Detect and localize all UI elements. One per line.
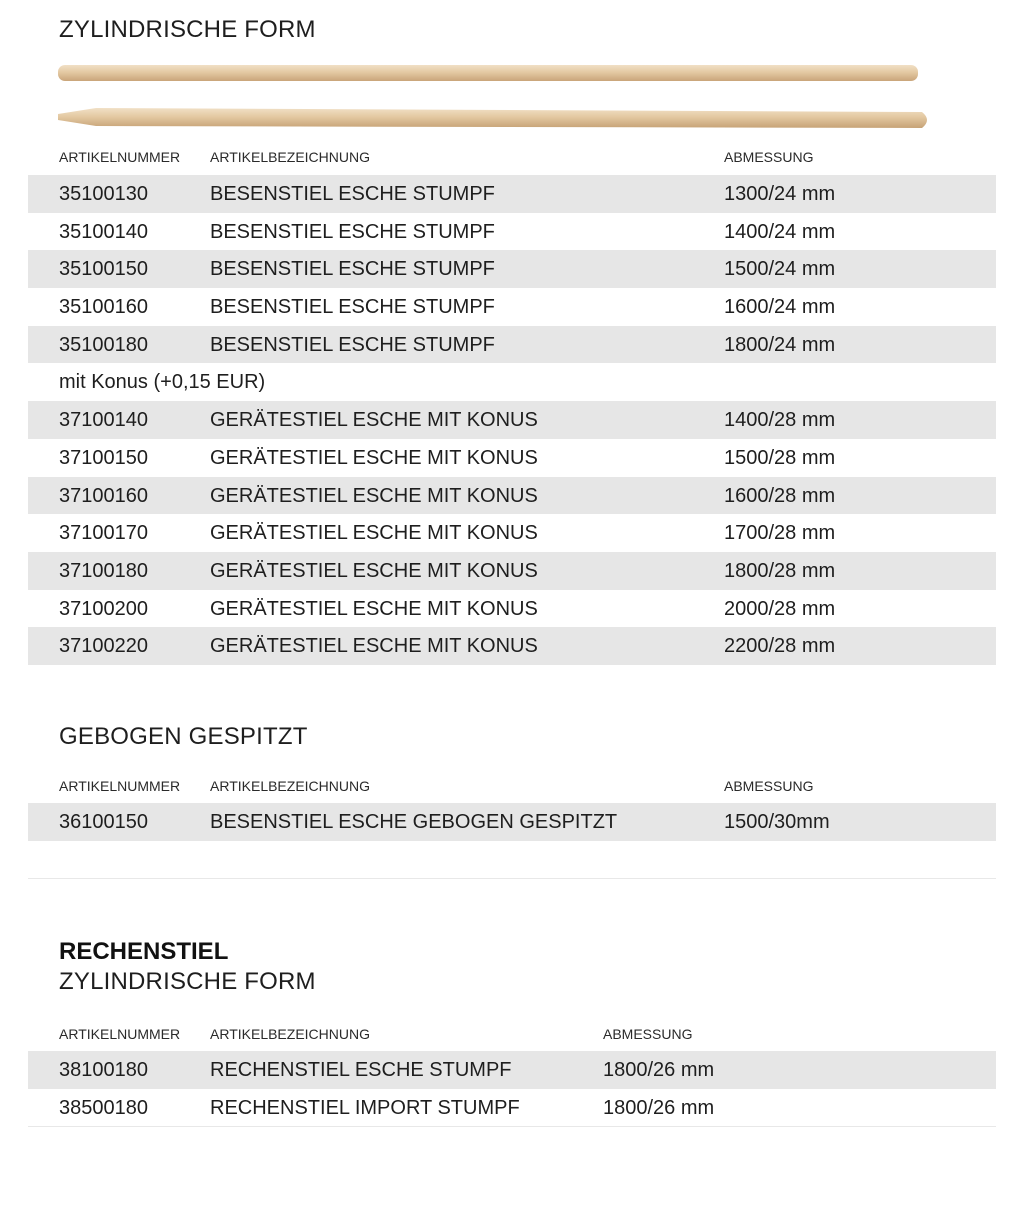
article-number: 37100200 [59,597,148,620]
table-row [28,627,996,665]
article-number: 36100150 [59,811,148,833]
article-dimension: 1800/26 mm [603,1059,715,1081]
article-dimension: 1600/28 mm [724,484,836,507]
article-dimension: 1400/28 mm [724,409,836,432]
article-name: BESENSTIEL ESCHE STUMPF [210,333,495,356]
article-number: 35100150 [59,258,148,281]
table-row [28,477,996,515]
section-divider [28,1126,996,1127]
article-name: GERÄTESTIEL ESCHE MIT KONUS [210,522,538,545]
article-name: RECHENSTIEL IMPORT STUMPF [210,1096,520,1119]
article-dimension: 1500/24 mm [724,258,836,281]
header-artikelbezeichnung: ARTIKELBEZEICHNUNG [210,1026,370,1042]
article-number: 35100130 [59,183,148,205]
product-table-zylindrisch [28,175,996,665]
table-header [0,1026,1024,1046]
article-dimension: 1800/28 mm [724,559,836,582]
article-name: GERÄTESTIEL ESCHE MIT KONUS [210,635,538,658]
header-artikelnummer: ARTIKELNUMMER [59,149,181,165]
section-title-zylindrische-form: ZYLINDRISCHE FORM [59,968,316,995]
broom-stick-blunt-image [56,60,922,88]
header-artikelbezeichnung: ARTIKELBEZEICHNUNG [210,778,370,794]
article-dimension: 1800/26 mm [603,1096,715,1119]
header-abmessung: ABMESSUNG [603,1026,693,1042]
article-dimension: 1400/24 mm [724,220,836,243]
table-row [28,590,996,628]
konus-note: mit Konus (+0,15 EUR) [59,371,266,394]
article-dimension: 1800/24 mm [724,333,836,356]
table-row [28,326,996,364]
article-number: 37100160 [59,484,148,507]
table-row [28,439,996,477]
table-row [28,1089,996,1127]
article-number: 37100220 [59,635,148,658]
header-abmessung: ABMESSUNG [724,778,814,794]
table-row [28,401,996,439]
header-abmessung: ABMESSUNG [724,149,814,165]
section-heading-rechenstiel: RECHENSTIEL [59,938,229,965]
article-number: 38500180 [59,1096,148,1119]
product-table-rechenstiel [28,1051,996,1126]
article-name: GERÄTESTIEL ESCHE MIT KONUS [210,484,538,507]
section-title-gebogen-gespitzt: GEBOGEN GESPITZT [59,723,308,750]
article-name: BESENSTIEL ESCHE GEBOGEN GESPITZT [210,811,618,833]
article-dimension: 1500/30mm [724,811,830,833]
article-name: GERÄTESTIEL ESCHE MIT KONUS [210,409,538,432]
article-name: GERÄTESTIEL ESCHE MIT KONUS [210,446,538,469]
table-row [28,552,996,590]
header-artikelnummer: ARTIKELNUMMER [59,1026,181,1042]
section-title-zylindrische-form: ZYLINDRISCHE FORM [59,16,316,43]
article-dimension: 2200/28 mm [724,635,836,658]
article-name: BESENSTIEL ESCHE STUMPF [210,220,495,243]
table-row [28,288,996,326]
article-number: 37100180 [59,559,148,582]
article-dimension: 2000/28 mm [724,597,836,620]
table-header [0,149,1024,169]
article-name: GERÄTESTIEL ESCHE MIT KONUS [210,597,538,620]
article-name: BESENSTIEL ESCHE STUMPF [210,296,495,319]
article-name: RECHENSTIEL ESCHE STUMPF [210,1059,512,1081]
article-number: 38100180 [59,1059,148,1081]
header-artikelnummer: ARTIKELNUMMER [59,778,181,794]
table-row [28,1051,996,1089]
article-number: 35100140 [59,220,148,243]
article-name: BESENSTIEL ESCHE STUMPF [210,258,495,281]
table-header [0,778,1024,798]
article-dimension: 1500/28 mm [724,446,836,469]
section-divider [28,878,996,879]
article-number: 37100170 [59,522,148,545]
product-table-gebogen [28,803,996,841]
article-number: 35100160 [59,296,148,319]
tool-handle-cone-image [56,102,934,132]
article-name: GERÄTESTIEL ESCHE MIT KONUS [210,559,538,582]
table-row [28,175,996,213]
article-number: 35100180 [59,333,148,356]
article-dimension: 1600/24 mm [724,296,836,319]
article-dimension: 1700/28 mm [724,522,836,545]
table-row [28,213,996,251]
table-row [28,250,996,288]
table-row [28,514,996,552]
table-row [28,803,996,841]
konus-note-row [28,363,996,401]
header-artikelbezeichnung: ARTIKELBEZEICHNUNG [210,149,370,165]
article-dimension: 1300/24 mm [724,183,836,205]
article-number: 37100150 [59,446,148,469]
article-number: 37100140 [59,409,148,432]
article-name: BESENSTIEL ESCHE STUMPF [210,183,495,205]
